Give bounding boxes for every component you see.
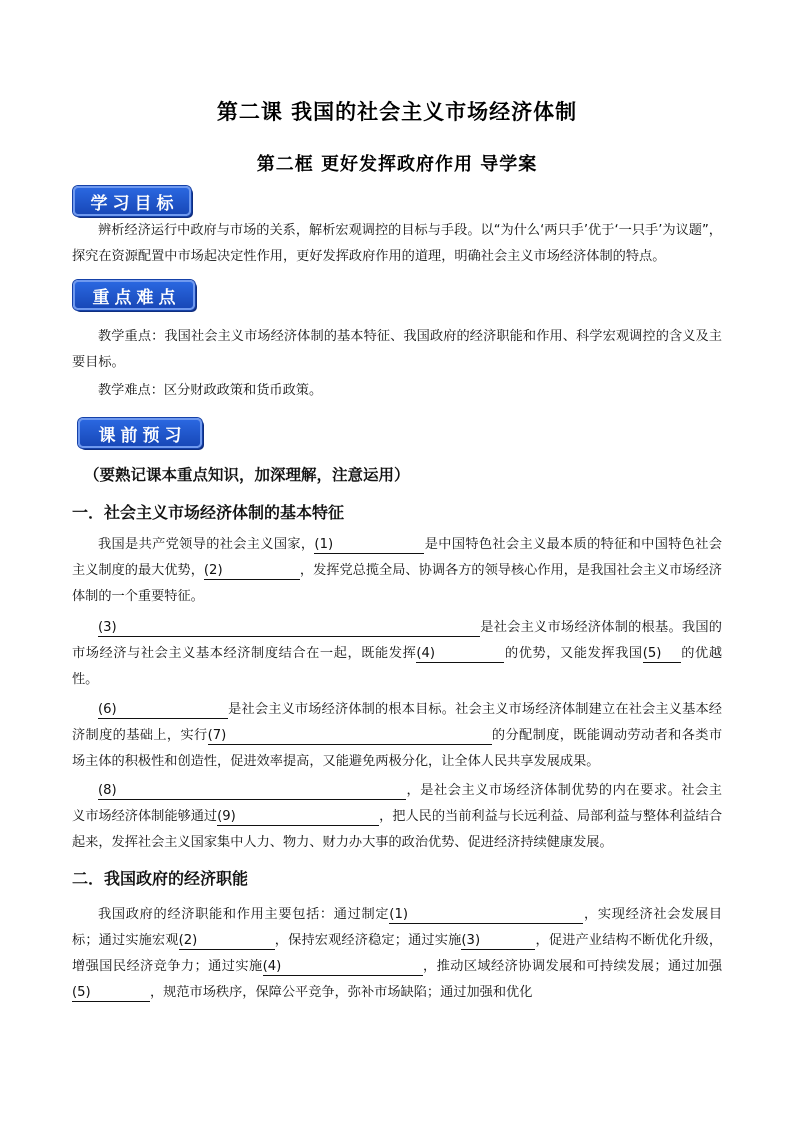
paragraph-1-2 [72, 615, 722, 693]
text-run: ，促进产业结构不断优化升级，增强国民经济竞争力；通过实施 [72, 933, 723, 974]
paragraph-1-4 [72, 778, 722, 856]
preview-banner: 课前预习 [78, 418, 202, 448]
key-focus-text: 教学重点：我国社会主义市场经济体制的基本特征、我国政府的经济职能和作用、科学宏观调控的含义及主要目标。 [72, 329, 722, 370]
goals-text: 辨析经济运行中政府与市场的关系，解析宏观调控的目标与手段。以“为什么‘两只手’优于‘一只手’为议题”，探究在资源配置中市场起决定性作用，更好发挥政府作用的道理，明确社会主义市场经济体制的特点。 [72, 223, 722, 264]
section-heading-1: 一．社会主义市场经济体制的基本特征 [72, 503, 345, 522]
text-run: ，实现经济社会发展目标；通过实施宏观 [72, 907, 723, 948]
blank-5: (5) [643, 645, 681, 663]
blank-2-5: (5) [72, 984, 150, 1002]
text-run: 是社会主义市场经济体制的根基。我国的市场经济与社会主义基本经济制度结合在一起，既能发挥 [72, 620, 722, 661]
text-run: 的分配制度，既能调动劳动者和各类市场主体的积极性和创造性，促进效率提高，又能避免两极分化，让全体人民共享发展成果。 [72, 728, 723, 769]
text-run: 的优越性。 [72, 646, 723, 687]
text-run: 我国政府的经济职能和作用主要包括：通过制定 [98, 907, 390, 922]
text-run: ，把人民的当前利益与长远利益、局部利益与整体利益结合起来，发挥社会主义国家集中人力、物力、财力办大事的政治优势、促进经济持续健康发展。 [72, 809, 723, 850]
paragraph-2-1 [72, 902, 722, 1006]
page-title: 第二课 我国的社会主义市场经济体制 [216, 99, 578, 124]
paragraph-1-1 [72, 532, 722, 610]
text-run: 是中国特色社会主义最本质的特征和中国特色社会主义制度的最大优势， [72, 537, 722, 578]
page-subtitle: 第二框 更好发挥政府作用 导学案 [256, 154, 538, 175]
key-points-banner: 重点难点 [73, 280, 195, 310]
text-run: 的优势，又能发挥我国 [504, 646, 643, 661]
text-run: ，规范市场秩序，保障公平竞争，弥补市场缺陷；通过加强和优化 [150, 985, 533, 1000]
blank-1: (1) [314, 536, 424, 554]
blank-9: (9) [217, 808, 379, 826]
text-run: 是社会主义市场经济体制的根本目标。社会主义市场经济体制建立在社会主义基本经济制度的基础上，实行 [72, 702, 722, 743]
text-run: ，发挥党总揽全局、协调各方的领导核心作用，是我国社会主义市场经济体制的一个重要特征。 [72, 563, 722, 604]
text-run: ，是社会主义市场经济体制优势的内在要求。社会主义市场经济体制能够通过 [72, 783, 722, 824]
blank-4: (4) [416, 645, 504, 663]
goals-banner: 学习目标 [73, 186, 191, 216]
blank-2-1: (1) [389, 906, 583, 924]
section-heading-2: 二．我国政府的经济职能 [72, 869, 249, 888]
blank-2-4: (4) [263, 958, 423, 976]
blank-2-3: (3) [461, 932, 535, 950]
text-run: 我国是共产党领导的社会主义国家， [98, 537, 315, 552]
text-run: ，推动区域经济协调发展和可持续发展；通过加强 [422, 959, 723, 974]
key-difficulty-text: 教学难点：区分财政政策和货币政策。 [98, 383, 323, 398]
paragraph-1-3 [72, 697, 722, 775]
blank-3: (3) [98, 619, 480, 637]
blank-2: (2) [204, 562, 300, 580]
blank-2-2: (2) [179, 932, 275, 950]
blank-8: (8) [98, 782, 406, 800]
blank-6: (6) [98, 701, 228, 719]
blank-7: (7) [208, 727, 492, 745]
text-run: ，保持宏观经济稳定；通过实施 [274, 933, 462, 948]
preview-note: （要熟记课本重点知识，加深理解，注意运用） [84, 465, 410, 484]
